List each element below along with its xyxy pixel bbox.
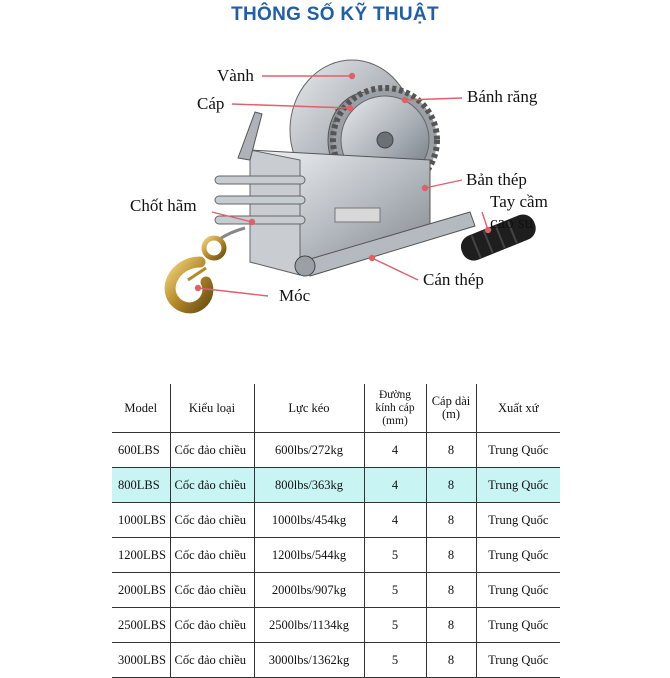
header-model: Model bbox=[112, 384, 170, 433]
hook-eye bbox=[204, 238, 224, 258]
header-duong-kinh bbox=[364, 384, 426, 433]
label-can-thep: Cán thép bbox=[423, 270, 484, 289]
cell-origin: Trung Quốc bbox=[476, 468, 560, 503]
cell-diameter: 4 bbox=[364, 503, 426, 538]
header-kieu-loai: Kiểu loại bbox=[170, 384, 254, 433]
label-vanh: Vành bbox=[217, 66, 254, 85]
label-tay-cam-1: Tay cầm bbox=[490, 192, 548, 211]
cell-model: 3000LBS bbox=[112, 643, 170, 678]
table-row bbox=[112, 468, 560, 503]
cell-model: 2500LBS bbox=[112, 608, 170, 643]
table-row bbox=[112, 608, 560, 643]
label-ban-thep: Bản thép bbox=[466, 170, 527, 189]
cell-diameter: 5 bbox=[364, 573, 426, 608]
cell-length: 8 bbox=[426, 433, 476, 468]
header-duong-kinh-line3: (mm) bbox=[382, 414, 408, 427]
cell-diameter: 4 bbox=[364, 433, 426, 468]
cell-type: Cốc đảo chiều bbox=[170, 503, 254, 538]
cell-length: 8 bbox=[426, 468, 476, 503]
cell-model: 2000LBS bbox=[112, 573, 170, 608]
cell-model: 600LBS bbox=[112, 433, 170, 468]
table-row bbox=[112, 433, 560, 468]
cell-type: Cốc đảo chiều bbox=[170, 538, 254, 573]
cell-origin: Trung Quốc bbox=[476, 573, 560, 608]
table-row bbox=[112, 643, 560, 678]
cell-origin: Trung Quốc bbox=[476, 503, 560, 538]
cell-force: 2500lbs/1134kg bbox=[254, 608, 364, 643]
cell-length: 8 bbox=[426, 573, 476, 608]
table-row bbox=[112, 503, 560, 538]
header-duong-kinh-line1: Đường bbox=[378, 388, 412, 401]
cell-type: Cốc đảo chiều bbox=[170, 433, 254, 468]
cell-type: Cốc đảo chiều bbox=[170, 643, 254, 678]
label-cap: Cáp bbox=[197, 94, 225, 113]
header-xuat-xu: Xuất xứ bbox=[476, 384, 560, 433]
cell-length: 8 bbox=[426, 538, 476, 573]
header-cap-dai-line1: Cáp dài bbox=[431, 394, 471, 408]
cell-origin: Trung Quốc bbox=[476, 433, 560, 468]
label-tay-cam-2: cao su bbox=[490, 213, 533, 232]
label-banh-rang: Bánh răng bbox=[467, 87, 538, 106]
cell-force: 1200lbs/544kg bbox=[254, 538, 364, 573]
cell-force: 1000lbs/454kg bbox=[254, 503, 364, 538]
label-moc: Móc bbox=[279, 286, 311, 305]
header-cap-dai bbox=[426, 384, 476, 433]
cell-type: Cốc đảo chiều bbox=[170, 608, 254, 643]
table-row bbox=[112, 573, 560, 608]
cell-type: Cốc đảo chiều bbox=[170, 468, 254, 503]
cell-type: Cốc đảo chiều bbox=[170, 573, 254, 608]
spec-table bbox=[112, 384, 560, 678]
cell-origin: Trung Quốc bbox=[476, 538, 560, 573]
cell-length: 8 bbox=[426, 643, 476, 678]
page-title: THÔNG SỐ KỸ THUẬT bbox=[231, 4, 439, 25]
cell-force: 3000lbs/1362kg bbox=[254, 643, 364, 678]
cell-model: 1200LBS bbox=[112, 538, 170, 573]
cell-diameter: 5 bbox=[364, 643, 426, 678]
table-row bbox=[112, 538, 560, 573]
header-duong-kinh-line2: kính cáp bbox=[375, 401, 415, 414]
cell-diameter: 5 bbox=[364, 608, 426, 643]
cell-length: 8 bbox=[426, 503, 476, 538]
cell-length: 8 bbox=[426, 608, 476, 643]
header-luc-keo: Lực kéo bbox=[254, 384, 364, 433]
cell-force: 2000lbs/907kg bbox=[254, 573, 364, 608]
cell-model: 800LBS bbox=[112, 468, 170, 503]
table-header-row bbox=[112, 384, 560, 433]
cell-model: 1000LBS bbox=[112, 503, 170, 538]
cell-origin: Trung Quốc bbox=[476, 608, 560, 643]
cell-force: 600lbs/272kg bbox=[254, 433, 364, 468]
hand-winch-illustration bbox=[0, 40, 670, 340]
cell-origin: Trung Quốc bbox=[476, 643, 560, 678]
label-chot-ham: Chốt hãm bbox=[130, 196, 197, 215]
cell-diameter: 5 bbox=[364, 538, 426, 573]
cell-force: 800lbs/363kg bbox=[254, 468, 364, 503]
header-cap-dai-line2: (m) bbox=[441, 407, 461, 421]
cell-diameter: 4 bbox=[364, 468, 426, 503]
